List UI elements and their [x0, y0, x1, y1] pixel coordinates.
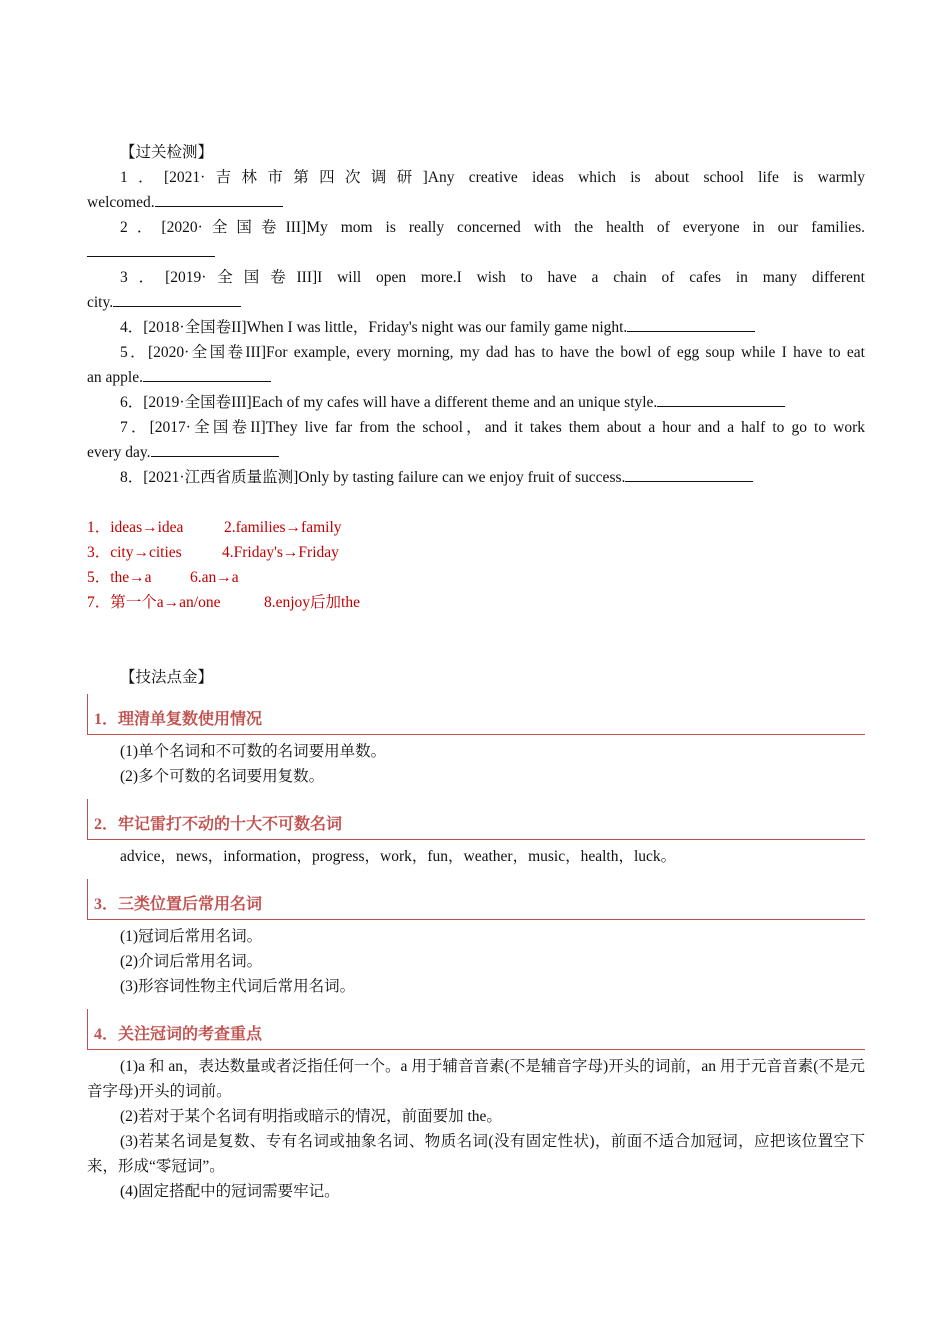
section-line: (2)多个可数的名词要用复数。 — [120, 768, 325, 785]
section-line: (2)若对于某个名词有明指或暗示的情况，前面要加 the。 — [120, 1108, 502, 1125]
answer-key — [87, 515, 865, 615]
section-body-3 — [87, 920, 865, 1005]
answer-blank[interactable] — [625, 467, 753, 482]
quiz-item-3-cont: city. — [87, 290, 865, 315]
quiz-title: 【过关检测】 — [120, 144, 214, 161]
section-line: (1)a 和 an，表达数量或者泛指任何一个。a 用于辅音音素(不是辅音字母)开头的词前，an 用于元音音素(不是元音字母)开头的词前。 — [87, 1058, 865, 1100]
answer-row: 5．the→a 6.an→a — [87, 569, 239, 586]
section-body-4 — [87, 1050, 865, 1210]
answer-blank[interactable] — [113, 292, 241, 307]
answer-blank[interactable] — [151, 442, 279, 457]
section-body-2 — [87, 840, 865, 875]
section-line: (3)形容词性物主代词后常用名词。 — [120, 978, 356, 995]
answer-blank[interactable] — [627, 317, 755, 332]
quiz-item-5-cont: an apple. — [87, 365, 865, 390]
quiz-item-4: 4．[2018·全国卷II]When I was little，Friday's night was our family game night. — [87, 315, 865, 340]
section-heading-4: 4．关注冠词的考查重点 — [87, 1009, 865, 1050]
section-line: (4)固定搭配中的冠词需要牢记。 — [120, 1183, 340, 1200]
section-heading-1: 1．理清单复数使用情况 — [87, 694, 865, 735]
quiz-item-7-cont: every day. — [87, 440, 865, 465]
answer-blank[interactable] — [143, 367, 271, 382]
tips-title: 【技法点金】 — [120, 669, 214, 686]
quiz-item-2-cont — [87, 240, 865, 265]
section-heading-3: 3．三类位置后常用名词 — [87, 879, 865, 920]
quiz-item-5: 5．[2020·全国卷III]For example, every morning, my dad has to have the bowl of egg soup while I have to eat — [120, 344, 865, 361]
quiz-item-1-cont: welcomed. — [87, 190, 865, 215]
section-line: (1)单个名词和不可数的名词要用单数。 — [120, 743, 387, 760]
answer-blank[interactable] — [87, 242, 215, 257]
section-body-1 — [87, 735, 865, 795]
answer-row: 1．ideas→idea 2.families→family — [87, 519, 342, 536]
section-line: (2)介词后常用名词。 — [120, 953, 263, 970]
answer-blank[interactable] — [657, 392, 785, 407]
answer-blank[interactable] — [155, 192, 283, 207]
content — [87, 140, 865, 1210]
section-line: advice，news，information，progress，work，fun，weather，music，health，luck。 — [120, 848, 677, 865]
quiz-item-7: 7．[2017·全国卷II]They live far from the school，and it takes them about a hour and a half to go to work — [120, 419, 866, 436]
answer-row: 7．第一个a→an/one 8.enjoy后加the — [87, 594, 360, 611]
quiz-item-3: 3．[2019·全国卷III]I will open more.I wish to have a chain of cafes in many different — [120, 269, 865, 286]
section-heading-2: 2．牢记雷打不动的十大不可数名词 — [87, 799, 865, 840]
answer-row: 3．city→cities 4.Friday's→Friday — [87, 544, 339, 561]
quiz-item-6: 6．[2019·全国卷III]Each of my cafes will have a different theme and an unique style. — [87, 390, 865, 415]
quiz-item-2: 2．[2020·全国卷III]My mom is really concerned with the health of everyone in our families. — [120, 219, 865, 236]
section-line: (3)若某名词是复数、专有名词或抽象名词、物质名词(没有固定性状)，前面不适合加冠词，应把该位置空下来，形成“零冠词”。 — [87, 1133, 865, 1175]
section-line: (1)冠词后常用名词。 — [120, 928, 263, 945]
quiz-item-1: 1．[2021·吉林市第四次调研]Any creative ideas which is about school life is warmly — [120, 169, 866, 186]
quiz-item-8: 8．[2021·江西省质量监测]Only by tasting failure can we enjoy fruit of success. — [87, 465, 865, 490]
